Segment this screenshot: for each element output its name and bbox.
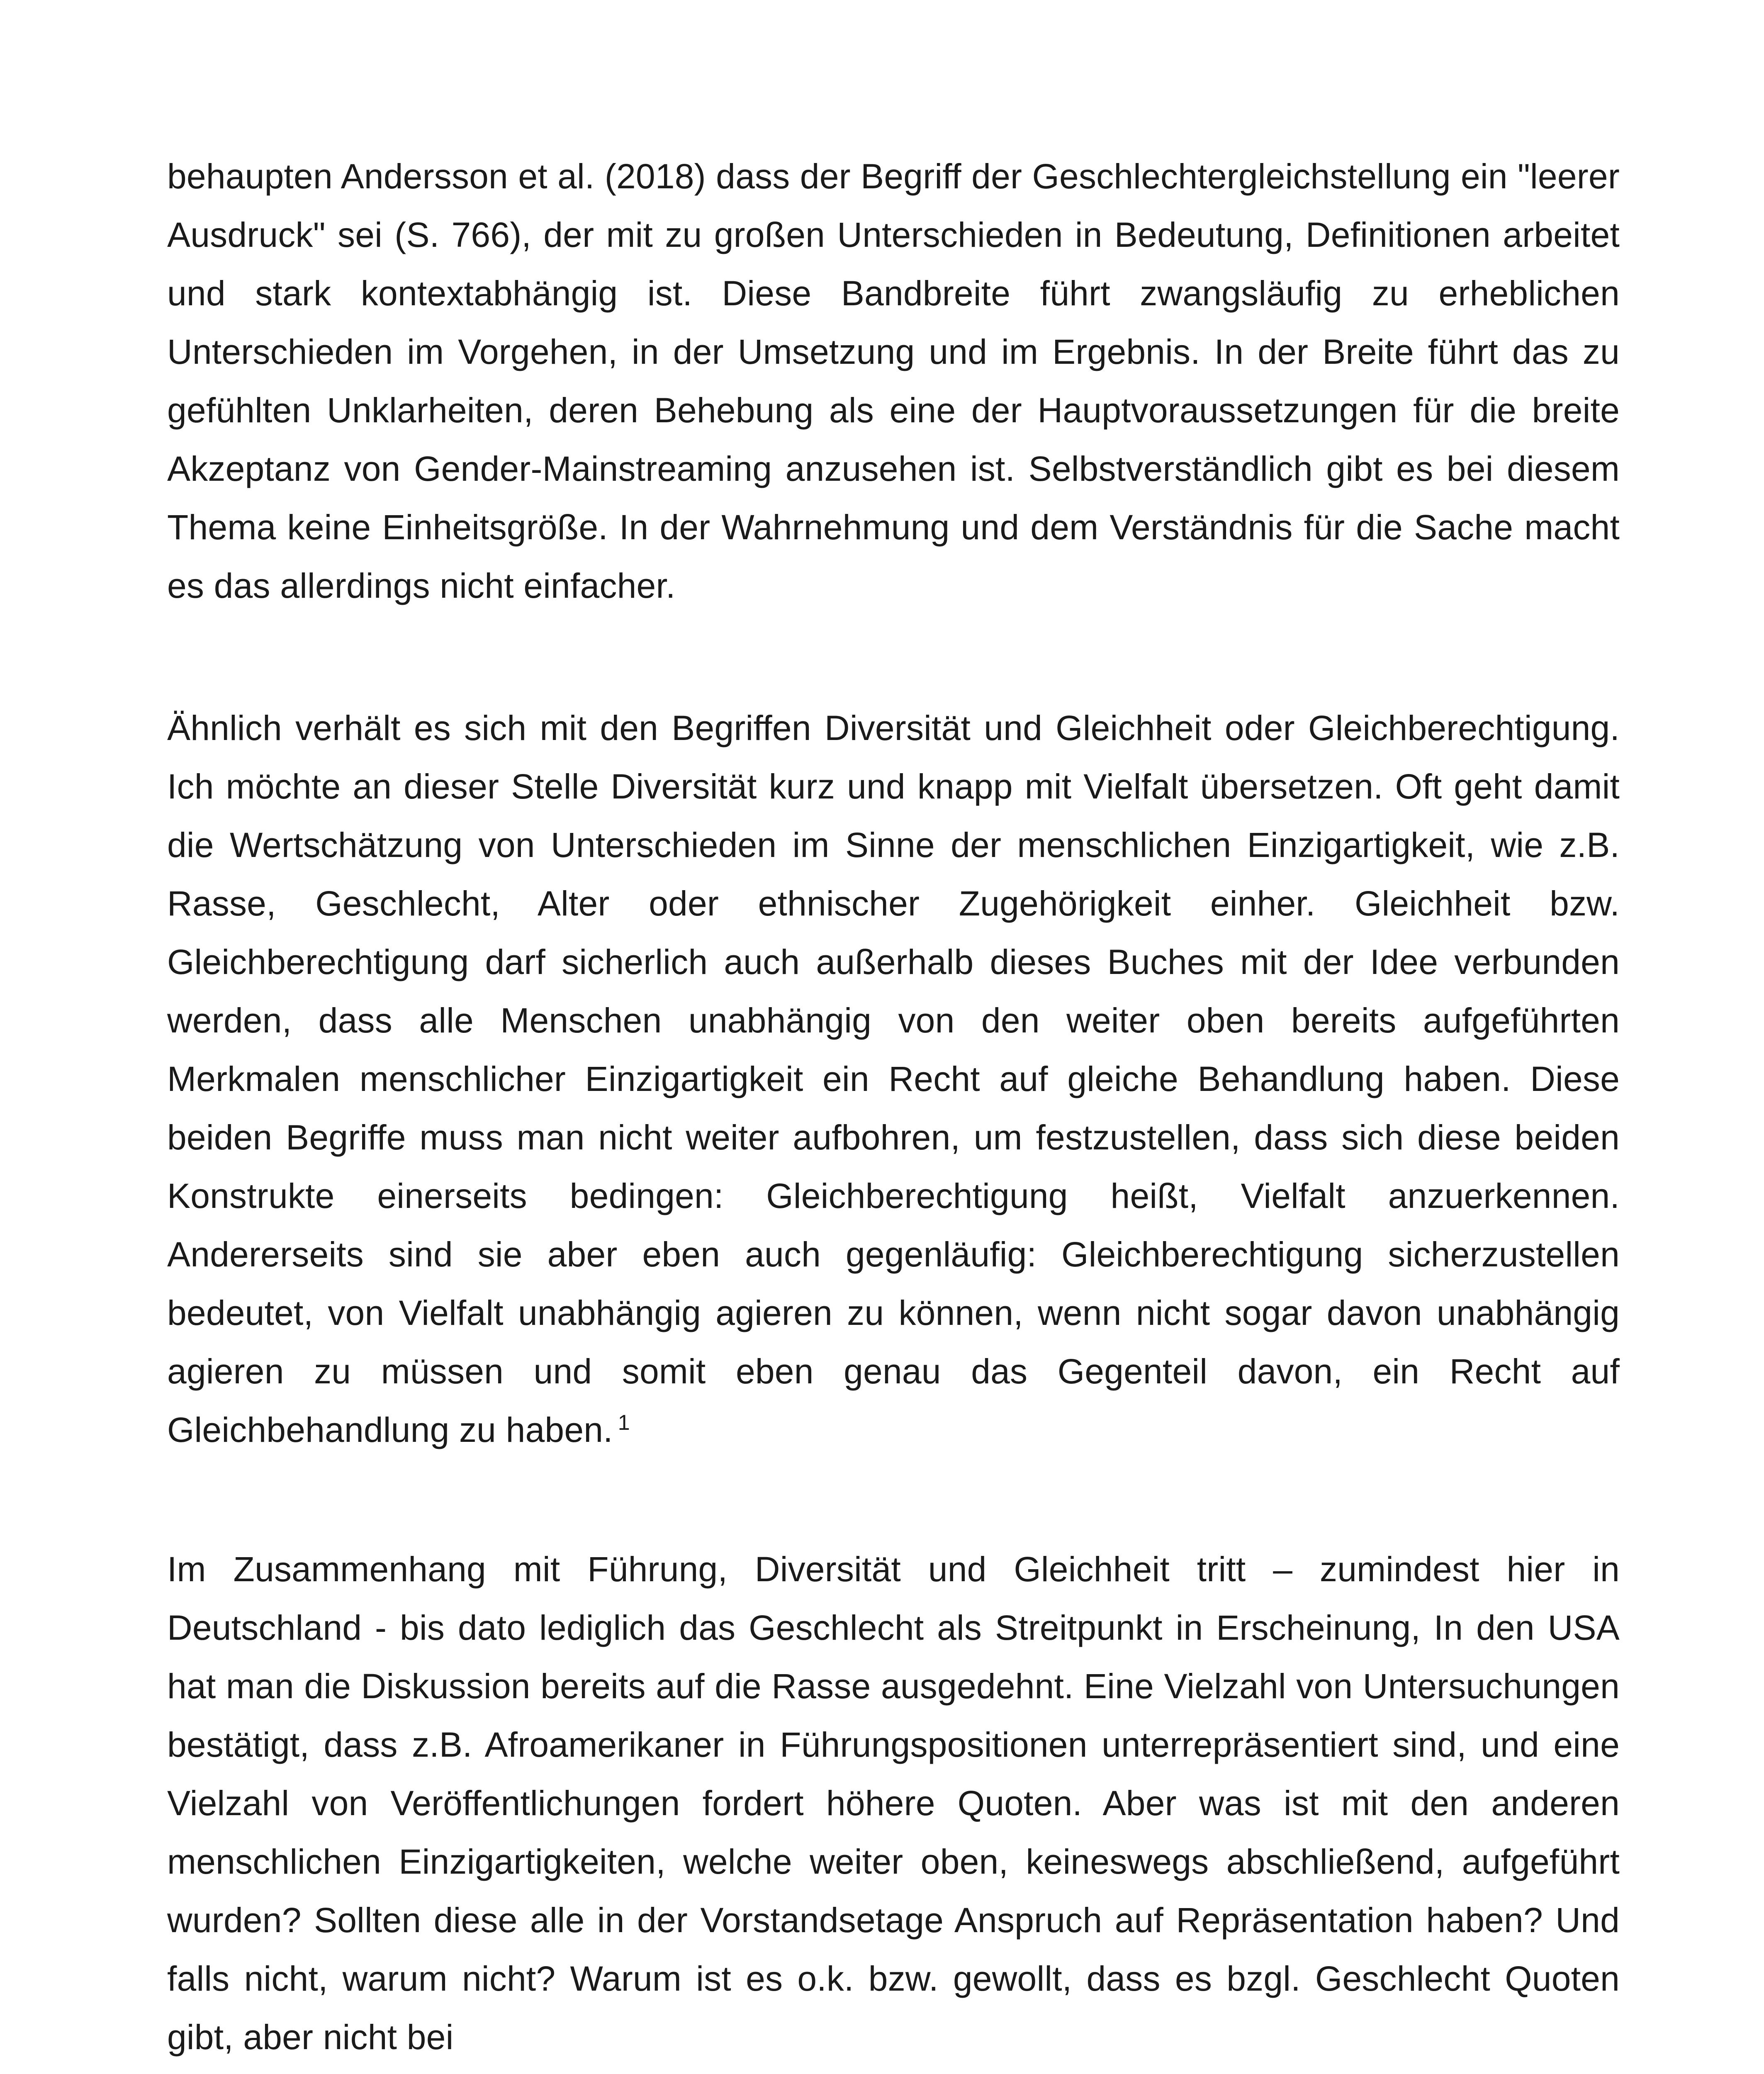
footnote-reference: 1 bbox=[618, 1411, 630, 1435]
body-paragraph-2 bbox=[167, 699, 1620, 1459]
paragraph-text: Im Zusammenhang mit Führung, Diversität und Gleichheit tritt – zumindest hier in Deutschland - bis dato lediglich das Geschlecht als Streitpunkt in Erscheinung, In den USA hat man die Diskussion bereits auf die Rasse ausgedehnt. Eine Vielzahl von Untersuchungen bestätigt, dass z.B. Afroamerikaner in Führungspositionen unterrepräsentiert sind, und eine Vielzahl von Veröffentlichungen fordert höhere Quoten. Aber was ist mit den anderen menschlichen Einzigartigkeiten, welche weiter oben, keineswegs abschließend, aufgeführt wurden? Sollten diese alle in der Vorstandsetage Anspruch auf Repräsentation haben? Und falls nicht, warum nicht? Warum ist es o.k. bzw. gewollt, dass es bzgl. Geschlecht Quoten gibt, aber nicht bei bbox=[167, 1550, 1620, 2057]
paragraph-text: Ähnlich verhält es sich mit den Begriffen Diversität und Gleichheit oder Gleichberechtigung. Ich möchte an dieser Stelle Diversität kurz und knapp mit Vielfalt übersetzen. Oft geht damit die Wertschätzung von Unterschieden im Sinne der menschlichen Einzigartigkeit, wie z.B. Rasse, Geschlecht, Alter oder ethnischer Zugehörigkeit einher. Gleichheit bzw. Gleichberechtigung darf sicherlich auch außerhalb dieses Buches mit der Idee verbunden werden, dass alle Menschen unabhängig von den weiter oben bereits aufgeführten Merkmalen menschlicher Einzigartigkeit ein Recht auf gleiche Behandlung haben. Diese beiden Begriffe muss man nicht weiter aufbohren, um festzustellen, dass sich diese beiden Konstrukte einerseits bedingen: Gleichberechtigung heißt, Vielfalt anzuerkennen. Andererseits sind sie aber eben auch gegenläufig: Gleichberechtigung sicherzustellen bedeutet, von Vielfalt unabhängig agieren zu können, wenn nicht sogar davon unabhängig agieren zu müssen und somit eben genau das Gegenteil davon, ein Recht auf Gleichbehandlung zu haben. bbox=[167, 708, 1620, 1449]
body-paragraph-1 bbox=[167, 147, 1620, 615]
paragraph-text-with-footnote bbox=[167, 699, 1620, 1459]
body-paragraph-3 bbox=[167, 1540, 1620, 2067]
paragraph-text: behaupten Andersson et al. (2018) dass der Begriff der Geschlechtergleichstellung ein "leerer Ausdruck" sei (S. 766), der mit zu großen Unterschieden in Bedeutung, Definitionen arbeitet und stark kontextabhängig ist. Diese Bandbreite führt zwangsläufig zu erheblichen Unterschieden im Vorgehen, in der Umsetzung und im Ergebnis. In der Breite führt das zu gefühlten Unklarheiten, deren Behebung als eine der Hauptvoraussetzungen für die breite Akzeptanz von Gender-Mainstreaming anzusehen ist. Selbstverständlich gibt es bei diesem Thema keine Einheitsgröße. In der Wahrnehmung und dem Verständnis für die Sache macht es das allerdings nicht einfacher. bbox=[167, 157, 1620, 605]
